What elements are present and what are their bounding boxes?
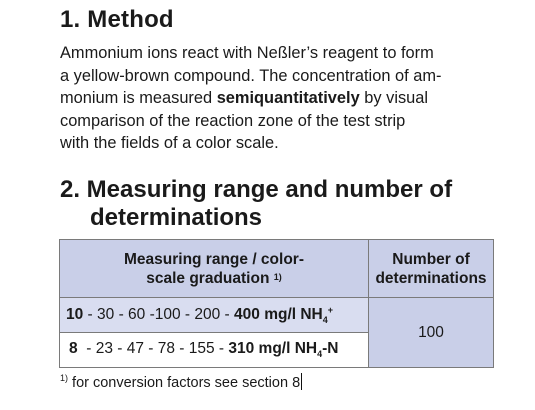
row1-last-text: 400 mg/l NH (234, 306, 323, 324)
determinations-cell: 100 (369, 298, 494, 368)
section-2-heading-line-1: 2. Measuring range and number of (60, 176, 453, 203)
footnote-text: for conversion factors see section 8 (68, 375, 301, 391)
header-col2-line-1: Number of (392, 250, 470, 268)
section-1-heading: 1. Method (60, 6, 174, 33)
footnote (60, 373, 302, 391)
header-col2-line-2: determinations (375, 269, 487, 287)
row2-first-value: 8 (69, 340, 78, 358)
method-line-3-post: by visual (359, 89, 429, 107)
header-col1-line-2-text: scale graduation (146, 269, 270, 287)
footnote-mark-ref: 1) (60, 373, 69, 384)
range-nh4n-cell (60, 333, 369, 368)
row1-subscript: 4 (322, 315, 328, 326)
header-col1-line-1: Measuring range / color- (123, 250, 304, 268)
method-paragraph (60, 42, 520, 155)
method-line-4: comparison of the reaction zone of the test strip (60, 111, 406, 130)
method-line-3 (60, 87, 520, 110)
header-measuring-range (60, 240, 369, 298)
row1-superscript: + (327, 304, 334, 315)
method-line-1: Ammonium ions react with Neßler’s reagent to form (60, 44, 434, 62)
semiquantitatively-bold: semiquantitatively (216, 89, 360, 107)
section-2-heading (60, 176, 452, 232)
table-row (60, 298, 494, 333)
method-line-3-pre: monium is measured (60, 89, 217, 107)
row1-first-value: 10 (66, 306, 84, 324)
table-header-row (60, 240, 494, 298)
row2-last-text: 310 mg/l NH (228, 340, 318, 358)
row2-tail: -N (322, 340, 339, 358)
row1-middle-values: - 30 - 60 -100 - 200 - (83, 306, 235, 324)
method-line-2: a yellow-brown compound. The concentration of am- (60, 66, 442, 85)
row2-subscript: 4 (317, 349, 323, 360)
section-2-heading-line-2: determinations (90, 204, 263, 231)
row1-last-value (234, 304, 334, 326)
range-nh4-cell (60, 298, 369, 333)
text-cursor (301, 373, 302, 390)
measuring-range-table (59, 239, 494, 368)
header-col1-line-2 (60, 269, 368, 288)
row2-last-value (228, 340, 339, 360)
row2-middle-values: - 23 - 47 - 78 - 155 - (77, 340, 229, 358)
header-number-of-determinations (369, 240, 494, 298)
footnote-mark: 1) (273, 271, 282, 282)
method-line-5: with the fields of a color scale. (60, 134, 279, 152)
